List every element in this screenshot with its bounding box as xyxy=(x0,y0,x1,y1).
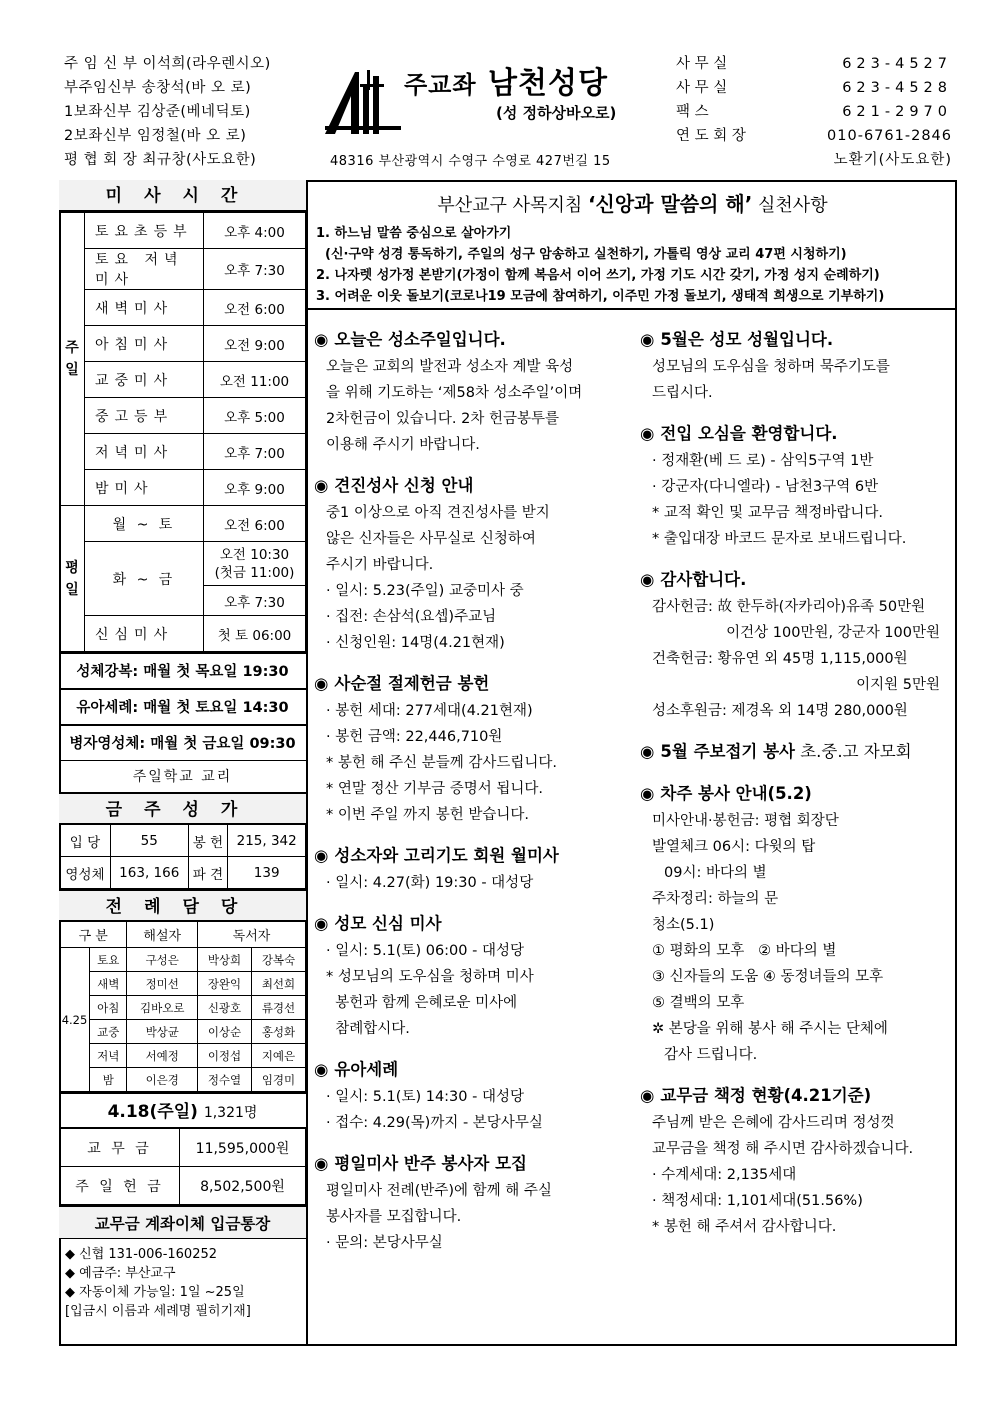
bullet-icon: ◉ xyxy=(640,330,655,349)
liturgy-cell: 박상희 xyxy=(197,948,251,972)
contact-row xyxy=(676,124,952,148)
notice-title-text: 유아세례 xyxy=(334,1060,399,1079)
notice-line: · 봉헌 금액: 22,446,710원 xyxy=(326,729,503,745)
hymn-heading: 금주성가 xyxy=(59,792,306,824)
staff-role: 2보좌신부 xyxy=(64,128,137,144)
guidelines-title xyxy=(316,188,949,217)
mass-time: 오전 11:00 xyxy=(204,362,306,398)
notice-line: · 집전: 손삼석(요셉)주교님 xyxy=(326,609,497,625)
mass-name: 교중미사 xyxy=(85,362,204,398)
liturgy-cell: 이상순 xyxy=(197,1020,251,1044)
mass-row xyxy=(60,290,306,326)
bullet-icon: ◉ xyxy=(314,476,329,495)
notice-title xyxy=(640,738,952,766)
weekday-label-char: 평 xyxy=(65,559,79,576)
weekday-label xyxy=(60,506,85,652)
liturgy-heading: 전례담당 xyxy=(59,889,306,921)
notice-line: * 교적 확인 및 교무금 책정바랍니다. xyxy=(652,505,884,521)
mass-name: 밤미사 xyxy=(85,470,204,506)
liturgy-cell: 토요 xyxy=(90,948,127,972)
mass-row xyxy=(60,398,306,434)
liturgy-row xyxy=(60,996,306,1020)
liturgy-cell: 최선희 xyxy=(251,972,305,996)
liturgy-cell: 강복숙 xyxy=(251,948,305,972)
notice-title xyxy=(314,670,624,698)
notice-line: ⑤ 결백의 모후 xyxy=(652,995,745,1011)
notices-right-column xyxy=(640,326,952,1240)
parish-address: 48316 부산광역시 수영구 수영로 427번길 15 xyxy=(330,154,611,169)
notices-left-column xyxy=(314,326,624,1256)
contact-label: 팩 스 xyxy=(676,104,709,120)
staff-name: 임정철(바 오 로) xyxy=(136,128,247,144)
liturgy-cell: 장완익 xyxy=(197,972,251,996)
mass-name: 중고등부 xyxy=(85,398,204,434)
finance-value: 8,502,500원 xyxy=(180,1167,306,1205)
notice-title-text: 차주 봉사 안내(5.2) xyxy=(660,784,812,803)
staff-name: 이석희(라우렌시오) xyxy=(142,56,271,72)
staff-name: 김상준(베네딕토) xyxy=(136,104,251,120)
liturgy-cell: 신광호 xyxy=(197,996,251,1020)
notice-line: · 수계세대: 2,135세대 xyxy=(652,1167,797,1183)
notice-line: 이용해 주시기 바랍니다. xyxy=(326,437,480,453)
liturgy-cell: 홍성화 xyxy=(251,1020,305,1044)
liturgy-cell: 이은경 xyxy=(127,1068,198,1092)
staff-role: 평 협 회 장 xyxy=(64,152,143,168)
mass-row xyxy=(60,249,306,290)
sunday-school-row: 주일학교 교리 xyxy=(59,760,306,792)
staff-row xyxy=(64,100,314,124)
guideline-item: 1. 하느님 말씀 중심으로 살아가기 xyxy=(316,226,512,241)
guidelines-list xyxy=(316,223,949,307)
notice-line: · 일시: 5.1(토) 14:30 - 대성당 xyxy=(326,1089,524,1105)
liturgy-col-header: 해설자 xyxy=(127,922,198,948)
contact-value: 621-2970 xyxy=(842,104,952,120)
adoration-row: 성체강복: 매월 첫 목요일 19:30 xyxy=(59,652,306,688)
mass-time: 오전 6:00 xyxy=(204,290,306,326)
liturgy-cell: 서예정 xyxy=(127,1044,198,1068)
guidelines-title-bold: ‘신앙과 말씀의 해’ xyxy=(587,192,753,216)
mass-time: 오후 5:00 xyxy=(204,398,306,434)
notice-line: * 출입대장 바코드 문자로 보내드립니다. xyxy=(652,531,907,547)
account-line: ◆ 자동이체 가능일: 1일 ~25일 xyxy=(65,1285,245,1300)
notice-title-text: 교무금 책정 현황(4.21기준) xyxy=(660,1086,872,1105)
liturgy-row xyxy=(60,948,306,972)
hymn-row xyxy=(60,857,306,889)
bullet-icon: ◉ xyxy=(314,1060,329,1079)
liturgy-cell: 지예은 xyxy=(251,1044,305,1068)
notice-title xyxy=(640,566,952,594)
liturgy-cell: 저녁 xyxy=(90,1044,127,1068)
notice-title xyxy=(640,420,952,448)
finance-date xyxy=(59,1092,306,1128)
hymn-table xyxy=(59,824,306,889)
notice-title xyxy=(640,326,952,354)
liturgy-row xyxy=(60,1020,306,1044)
account-info xyxy=(59,1239,306,1327)
bullet-icon: ◉ xyxy=(314,846,329,865)
contact-label: 연 도 회 장 xyxy=(676,128,746,144)
notice-title-text: 성소자와 고리기도 회원 월미사 xyxy=(334,846,559,865)
mass-time: 오전 9:00 xyxy=(204,326,306,362)
finance-date-text: 4.18(주일) xyxy=(107,1102,198,1122)
bullet-icon: ◉ xyxy=(640,784,655,803)
mass-name: 화 ~ 금 xyxy=(85,542,204,616)
hymn-number: 215, 342 xyxy=(228,825,306,857)
notice-title-text: 사순절 절제헌금 봉헌 xyxy=(334,674,490,693)
contact-row xyxy=(676,100,952,124)
diocese-guidelines xyxy=(308,180,957,310)
guideline-item: 3. 어려운 이웃 돌보기(코로나19 모금에 참여하기, 이주민 가정 돌보기, 생태적 희생으로 기부하기) xyxy=(316,289,885,304)
notice-line: 이지원 5만원 xyxy=(856,677,940,693)
notice-line: 09시: 바다의 별 xyxy=(664,865,767,881)
notice-line: · 일시: 4.27(화) 19:30 - 대성당 xyxy=(326,875,534,891)
mass-time: 오후 4:00 xyxy=(204,213,306,249)
notice-title-text: 성모 신심 미사 xyxy=(334,914,442,933)
guideline-item: (신·구약 성경 통독하기, 주일의 성구 암송하고 실천하기, 가톨릭 영상 교리 47편 시청하기) xyxy=(316,247,847,262)
notice-title-text: 견진성사 신청 안내 xyxy=(334,476,474,495)
liturgy-cell: 정미선 xyxy=(127,972,198,996)
notice-line: ① 평화의 모후 ② 바다의 별 xyxy=(652,943,837,959)
guidelines-title-pre: 부산교구 사목지침 xyxy=(437,195,588,216)
notice-line: 봉헌과 함께 은혜로운 미사에 xyxy=(326,995,518,1011)
notice-line: * 봉헌 해 주신 분들께 감사드립니다. xyxy=(326,755,558,771)
parish-title xyxy=(404,58,608,102)
notice-title xyxy=(314,472,624,500)
mass-row xyxy=(60,326,306,362)
account-line: [입금시 이름과 세례명 필히기재] xyxy=(65,1304,251,1319)
guidelines-title-post: 실천사항 xyxy=(752,195,828,216)
staff-role: 부주임신부 xyxy=(64,80,142,96)
finance-row xyxy=(60,1129,306,1167)
finance-label: 교 무 금 xyxy=(60,1129,180,1167)
notice-title xyxy=(314,1150,624,1178)
mass-name: 새벽미사 xyxy=(85,290,204,326)
notice-line: 미사안내·봉헌금: 평협 회장단 xyxy=(652,813,839,829)
finance-value: 11,595,000원 xyxy=(180,1129,306,1167)
liturgy-table xyxy=(59,921,306,1092)
contact-label: 사 무 실 xyxy=(676,56,728,72)
contact-list xyxy=(676,52,952,172)
contact-row xyxy=(676,52,952,76)
liturgy-cell: 이정섭 xyxy=(197,1044,251,1068)
notice-line: 이건상 100만원, 강군자 100만원 xyxy=(726,625,940,641)
bullet-icon: ◉ xyxy=(640,742,655,761)
notice-title-text: 5월 주보접기 봉사 xyxy=(660,742,795,761)
infant-baptism-row: 유아세례: 매월 첫 토요일 14:30 xyxy=(59,688,306,724)
notice-line: 주차정리: 하늘의 문 xyxy=(652,891,779,907)
hymn-number: 55 xyxy=(110,825,188,857)
account-line: ◆ 예금주: 부산교구 xyxy=(65,1266,176,1281)
sunday-label xyxy=(60,213,85,506)
mass-name: 토요 저녁미사 xyxy=(85,249,204,290)
notice-title-text: 오늘은 성소주일입니다. xyxy=(334,330,506,349)
mass-row xyxy=(60,434,306,470)
finance-table xyxy=(59,1128,306,1205)
notice-line: * 봉헌 해 주셔서 감사합니다. xyxy=(652,1219,837,1235)
mass-time xyxy=(204,542,306,586)
notice-line: 교무금을 책정 해 주시면 감사하겠습니다. xyxy=(652,1141,914,1157)
notice-title-text: 평일미사 반주 봉사자 모집 xyxy=(334,1154,527,1173)
mass-schedule-table xyxy=(59,212,306,652)
notice-line: * 이번 주일 까지 봉헌 받습니다. xyxy=(326,807,529,823)
notice-line: 주님께 받은 은혜에 감사드리며 정성껏 xyxy=(652,1115,895,1131)
account-line: ◆ 신협 131-006-160252 xyxy=(65,1247,218,1262)
left-column xyxy=(59,180,308,1346)
contact-value: 623-4527 xyxy=(842,56,952,72)
contact-name: 노환기(사도요한) xyxy=(833,152,952,168)
notice-line: 청소(5.1) xyxy=(652,917,715,933)
mass-name: 아침미사 xyxy=(85,326,204,362)
guideline-item: 2. 나자렛 성가정 본받기(가정이 함께 복음서 이어 쓰기, 가정 기도 시간 갖기, 가정 성지 순례하기) xyxy=(316,268,880,283)
hymn-label: 입 당 xyxy=(60,825,111,857)
title-prefix: 주교좌 xyxy=(404,71,477,99)
notice-line: 않은 신자들은 사무실로 신청하여 xyxy=(326,531,536,547)
notice-line: 감사헌금: 故 한두하(자카리아)유족 50만원 xyxy=(652,599,926,615)
staff-role: 주 임 신 부 xyxy=(64,56,143,72)
mass-row xyxy=(60,362,306,398)
weekday-label-char: 일 xyxy=(65,581,79,598)
notice-line: 평일미사 전례(반주)에 함께 해 주실 xyxy=(326,1183,552,1199)
notice-line: 을 위해 기도하는 ‘제58차 성소주일’이며 xyxy=(326,385,583,401)
liturgy-date: 4.25 xyxy=(60,948,90,1092)
staff-row xyxy=(64,148,314,172)
bullet-icon: ◉ xyxy=(314,330,329,349)
notice-line: 발열체크 06시: 다윗의 탑 xyxy=(652,839,816,855)
staff-name: 송창석(바 오 로) xyxy=(141,80,252,96)
liturgy-col-header: 독서자 xyxy=(197,922,305,948)
liturgy-cell: 박상균 xyxy=(127,1020,198,1044)
mass-name: 월 ~ 토 xyxy=(85,506,204,542)
mass-row xyxy=(60,213,306,249)
notice-title-text: 감사합니다. xyxy=(660,570,747,589)
notice-line: · 문의: 본당사무실 xyxy=(326,1235,443,1251)
parish-subtitle: (성 정하상바오로) xyxy=(496,104,617,122)
notice-line: 오늘은 교회의 발전과 성소자 계발 육성 xyxy=(326,359,574,375)
liturgy-cell: 새벽 xyxy=(90,972,127,996)
liturgy-col-header: 구 분 xyxy=(60,922,127,948)
notice-line: * 연말 정산 기부금 증명서 됩니다. xyxy=(326,781,543,797)
sick-communion-row: 병자영성체: 매월 첫 금요일 09:30 xyxy=(59,724,306,760)
notice-title xyxy=(314,1056,624,1084)
notice-line: · 책정세대: 1,101세대(51.56%) xyxy=(652,1193,863,1209)
contact-row xyxy=(676,76,952,100)
notice-title-text: 전입 오심을 환영합니다. xyxy=(660,424,838,443)
mass-name: 신심미사 xyxy=(85,616,204,652)
mass-heading: 미사시간 xyxy=(59,180,306,212)
bullet-icon: ◉ xyxy=(640,1086,655,1105)
title-main: 남천성당 xyxy=(488,66,608,101)
liturgy-row xyxy=(60,972,306,996)
liturgy-cell: 김바오로 xyxy=(127,996,198,1020)
notice-title-text: 5월은 성모 성월입니다. xyxy=(660,330,834,349)
mass-time: 오전 6:00 xyxy=(204,506,306,542)
notice-line: · 강군자(다니엘라) - 남천3구역 6반 xyxy=(652,479,879,495)
liturgy-row xyxy=(60,1044,306,1068)
hymn-number: 139 xyxy=(228,857,306,889)
liturgy-cell: 아침 xyxy=(90,996,127,1020)
notice-line: · 봉헌 세대: 277세대(4.21현재) xyxy=(326,703,533,719)
mass-time-main: 오전 10:30 xyxy=(219,546,290,563)
notice-line: 봉사자를 모집합니다. xyxy=(326,1209,462,1225)
hymn-label: 영성체 xyxy=(60,857,111,889)
hymn-number: 163, 166 xyxy=(110,857,188,889)
bullet-icon: ◉ xyxy=(640,424,655,443)
liturgy-cell: 밤 xyxy=(90,1068,127,1092)
notice-line: 건축헌금: 황유연 외 45명 1,115,000원 xyxy=(652,651,908,667)
notice-line: 성모님의 도우심을 청하며 묵주기도를 xyxy=(652,359,890,375)
mass-time: 오후 7:30 xyxy=(204,586,306,616)
notice-title-tail: 초.중.고 자모회 xyxy=(794,742,912,761)
mass-time-note: (첫금 11:00) xyxy=(214,564,295,581)
notice-title xyxy=(314,842,624,870)
mass-time: 첫 토 06:00 xyxy=(204,616,306,652)
cathedral-logo-icon xyxy=(323,66,403,136)
mass-name: 토요초등부 xyxy=(85,213,204,249)
liturgy-cell: 교중 xyxy=(90,1020,127,1044)
staff-role: 1보좌신부 xyxy=(64,104,137,120)
notice-line: · 일시: 5.1(토) 06:00 - 대성당 xyxy=(326,943,524,959)
staff-row xyxy=(64,76,314,100)
notice-line: 중1 이상으로 아직 견진성사를 받지 xyxy=(326,505,550,521)
mass-name: 저녁미사 xyxy=(85,434,204,470)
mass-time: 오후 7:00 xyxy=(204,434,306,470)
staff-row xyxy=(64,52,314,76)
notice-line: ✲ 본당을 위해 봉사 해 주시는 단체에 xyxy=(652,1021,888,1037)
notice-line: · 신청인원: 14명(4.21현재) xyxy=(326,635,505,651)
staff-name: 최규창(사도요한) xyxy=(142,152,257,168)
mass-row xyxy=(60,470,306,506)
bullet-icon: ◉ xyxy=(314,674,329,693)
notice-line: · 접수: 4.29(목)까지 - 본당사무실 xyxy=(326,1115,543,1131)
notice-line: 주시기 바랍니다. xyxy=(326,557,434,573)
sunday-label-char: 주 xyxy=(65,340,79,356)
staff-row xyxy=(64,124,314,148)
staff-list xyxy=(64,52,314,172)
notice-line: 2차헌금이 있습니다. 2차 헌금봉투를 xyxy=(326,411,559,427)
liturgy-row xyxy=(60,1068,306,1092)
notice-line: 성소후원금: 제경옥 외 14명 280,000원 xyxy=(652,703,908,719)
mass-time: 오후 9:00 xyxy=(204,470,306,506)
notice-line: 드립시다. xyxy=(652,385,713,401)
hymn-label: 파 견 xyxy=(188,857,228,889)
notice-line: ③ 신자들의 도움 ④ 동정녀들의 모후 xyxy=(652,969,884,985)
notice-title xyxy=(314,910,624,938)
bullet-icon: ◉ xyxy=(314,1154,329,1173)
hymn-row xyxy=(60,825,306,857)
notice-title xyxy=(640,1082,952,1110)
mass-time: 오후 7:30 xyxy=(204,249,306,290)
notice-line: 감사 드립니다. xyxy=(664,1047,758,1063)
notice-line: · 정재환(베 드 로) - 삼익5구역 1반 xyxy=(652,453,874,469)
liturgy-cell: 정수열 xyxy=(197,1068,251,1092)
sunday-label-char: 일 xyxy=(65,362,79,378)
notice-title xyxy=(314,326,624,354)
contact-row xyxy=(676,148,952,172)
attendance-count: 1,321명 xyxy=(203,1105,258,1121)
bullet-icon: ◉ xyxy=(314,914,329,933)
contact-value: 010-6761-2846 xyxy=(827,128,952,144)
notice-line: * 성모님의 도우심을 청하며 미사 xyxy=(326,969,534,985)
notice-title xyxy=(640,780,952,808)
bullet-icon: ◉ xyxy=(640,570,655,589)
contact-label: 사 무 실 xyxy=(676,80,728,96)
account-heading: 교무금 계좌이체 입금통장 xyxy=(59,1205,306,1239)
hymn-label: 봉 헌 xyxy=(188,825,228,857)
finance-label: 주 일 헌 금 xyxy=(60,1167,180,1205)
liturgy-cell: 류경선 xyxy=(251,996,305,1020)
finance-row xyxy=(60,1167,306,1205)
contact-value: 623-4528 xyxy=(842,80,952,96)
liturgy-cell: 구성은 xyxy=(127,948,198,972)
notice-line: · 일시: 5.23(주일) 교중미사 중 xyxy=(326,583,524,599)
notice-line: 참례합시다. xyxy=(326,1021,410,1037)
liturgy-cell: 임경미 xyxy=(251,1068,305,1092)
